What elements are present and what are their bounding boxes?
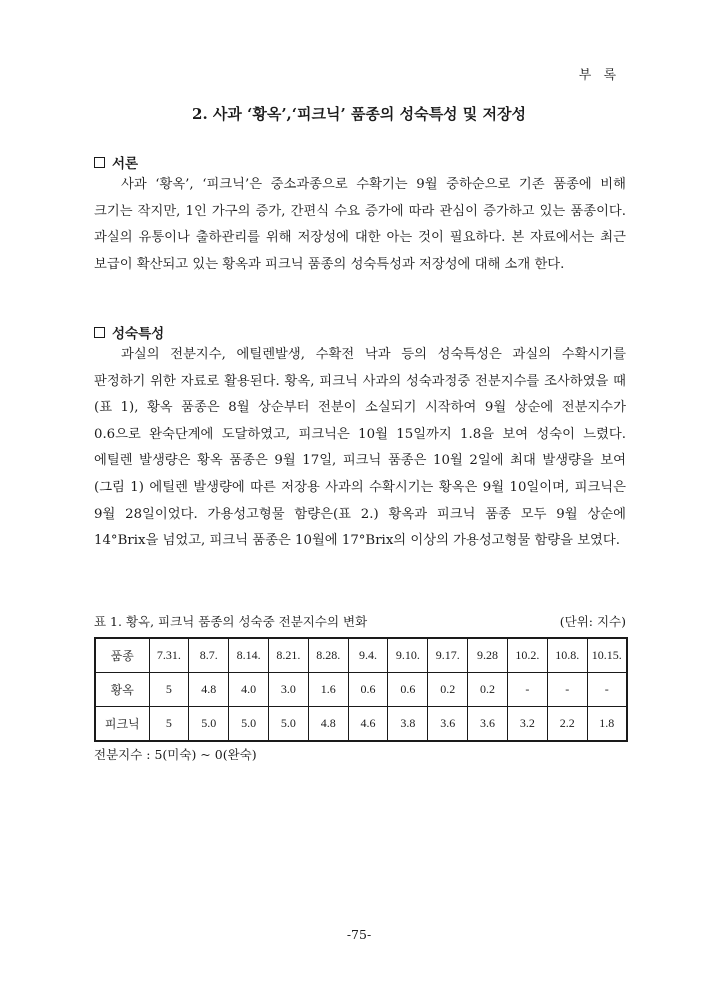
table-cell: -: [547, 673, 587, 707]
table-header-date: 8.21.: [268, 638, 308, 673]
section-heading-maturity-label: 성숙특성: [112, 326, 165, 342]
starch-index-table: [94, 637, 628, 742]
table-cell: 5: [149, 673, 189, 707]
section-heading-intro-label: 서론: [112, 156, 139, 172]
table-header-variety: 품종: [95, 638, 149, 673]
table-footnote: 전분지수 : 5(미숙) ~ 0(완숙): [94, 747, 257, 762]
table-cell: 0.2: [428, 673, 468, 707]
table-header-date: 8.28.: [308, 638, 348, 673]
square-bullet-icon: [94, 157, 105, 168]
appendix-label: 부 록: [578, 68, 620, 83]
table-cell: 5.0: [268, 707, 308, 742]
table-cell: 3.6: [428, 707, 468, 742]
section-heading-maturity: [94, 322, 164, 342]
table-header-date: 10.15.: [587, 638, 627, 673]
table-cell: 0.6: [388, 673, 428, 707]
maturity-paragraph: 과실의 전분지수, 에틸렌발생, 수확전 낙과 등의 성숙특성은 과실의 수확시기를 판정하기 위한 자료로 활용된다. 황옥, 피크닉 사과의 성숙과정중 전분지수를 조사하였을 때(표 1), 황옥 품종은 8월 상순부터 전분이 소실되기 시작하여 9월 상순에 전분지수가 0.6으로 완숙단계에 도달하였고, 피크닉은 10월 15일까지 1.8을 보여 성숙이 느렸다. 에틸렌 발생량은 황옥 품종은 9월 17일, 피크닉 품종은 10월 2일에 최대 발생량을 보여(그림 1) 에틸렌 발생량에 따른 저장용 사과의 수확시기는 황옥은 9월 10일이며, 피크닉은 9월 28일이었다. 가용성고형물 함량은(표 2.) 황옥과 피크닉 품종 모두 9월 상순에 14°Brix을 넘었고, 피크닉 품종은 10월에 17°Brix의 이상의 가용성고형물 함량을 보였다.: [94, 347, 626, 549]
table-cell: 5.0: [229, 707, 269, 742]
table-unit: (단위: 지수): [559, 614, 626, 629]
table-header-date: 9.28: [468, 638, 508, 673]
table-cell: 0.6: [348, 673, 388, 707]
table-cell: 5.0: [189, 707, 229, 742]
page-number: -75-: [346, 927, 372, 942]
table-header-date: 9.10.: [388, 638, 428, 673]
table-cell: 5: [149, 707, 189, 742]
table-header-date: 9.17.: [428, 638, 468, 673]
table-cell: 4.8: [308, 707, 348, 742]
table-cell: 4.8: [189, 673, 229, 707]
table-cell: 3.2: [507, 707, 547, 742]
table-row-label: 황옥: [95, 673, 149, 707]
table-cell: 4.0: [229, 673, 269, 707]
intro-paragraph: 사과 ‘황옥’, ‘피크닉’은 중소과종으로 수확기는 9월 중하순으로 기존 품종에 비해 크기는 작지만, 1인 가구의 증가, 간편식 수요 증가에 따라 관심이 증가하고 있는 품종이다. 과실의 유통이나 출하관리를 위해 저장성에 대한 아는 것이 필요하다. 본 자료에서는 최근 보급이 확산되고 있는 황옥과 피크닉 품종의 성숙특성과 저장성에 대해 소개 한다.: [94, 177, 626, 272]
table-cell: 3.0: [268, 673, 308, 707]
table-header-date: 10.8.: [547, 638, 587, 673]
table-header-row: [95, 638, 627, 673]
table-header-date: 10.2.: [507, 638, 547, 673]
table-cell: 0.2: [468, 673, 508, 707]
table-row: [95, 673, 627, 707]
table-cell: -: [587, 673, 627, 707]
table-header-date: 8.7.: [189, 638, 229, 673]
table-header-date: 8.14.: [229, 638, 269, 673]
table-header-date: 7.31.: [149, 638, 189, 673]
table-row: [95, 707, 627, 742]
table-header-date: 9.4.: [348, 638, 388, 673]
table-cell: 2.2: [547, 707, 587, 742]
table-caption-title: 표 1. 황옥, 피크닉 품종의 성숙중 전분지수의 변화: [94, 614, 368, 629]
table-cell: 3.8: [388, 707, 428, 742]
table-cell: 1.6: [308, 673, 348, 707]
table-cell: 4.6: [348, 707, 388, 742]
table-cell: 1.8: [587, 707, 627, 742]
table-cell: -: [507, 673, 547, 707]
document-title: 2. 사과 ‘황옥’,‘피크닉’ 품종의 성숙특성 및 저장성: [192, 105, 526, 123]
section-heading-intro: [94, 152, 138, 172]
table-caption: [94, 612, 626, 630]
table-row-label: 피크닉: [95, 707, 149, 742]
table-cell: 3.6: [468, 707, 508, 742]
square-bullet-icon: [94, 327, 105, 338]
